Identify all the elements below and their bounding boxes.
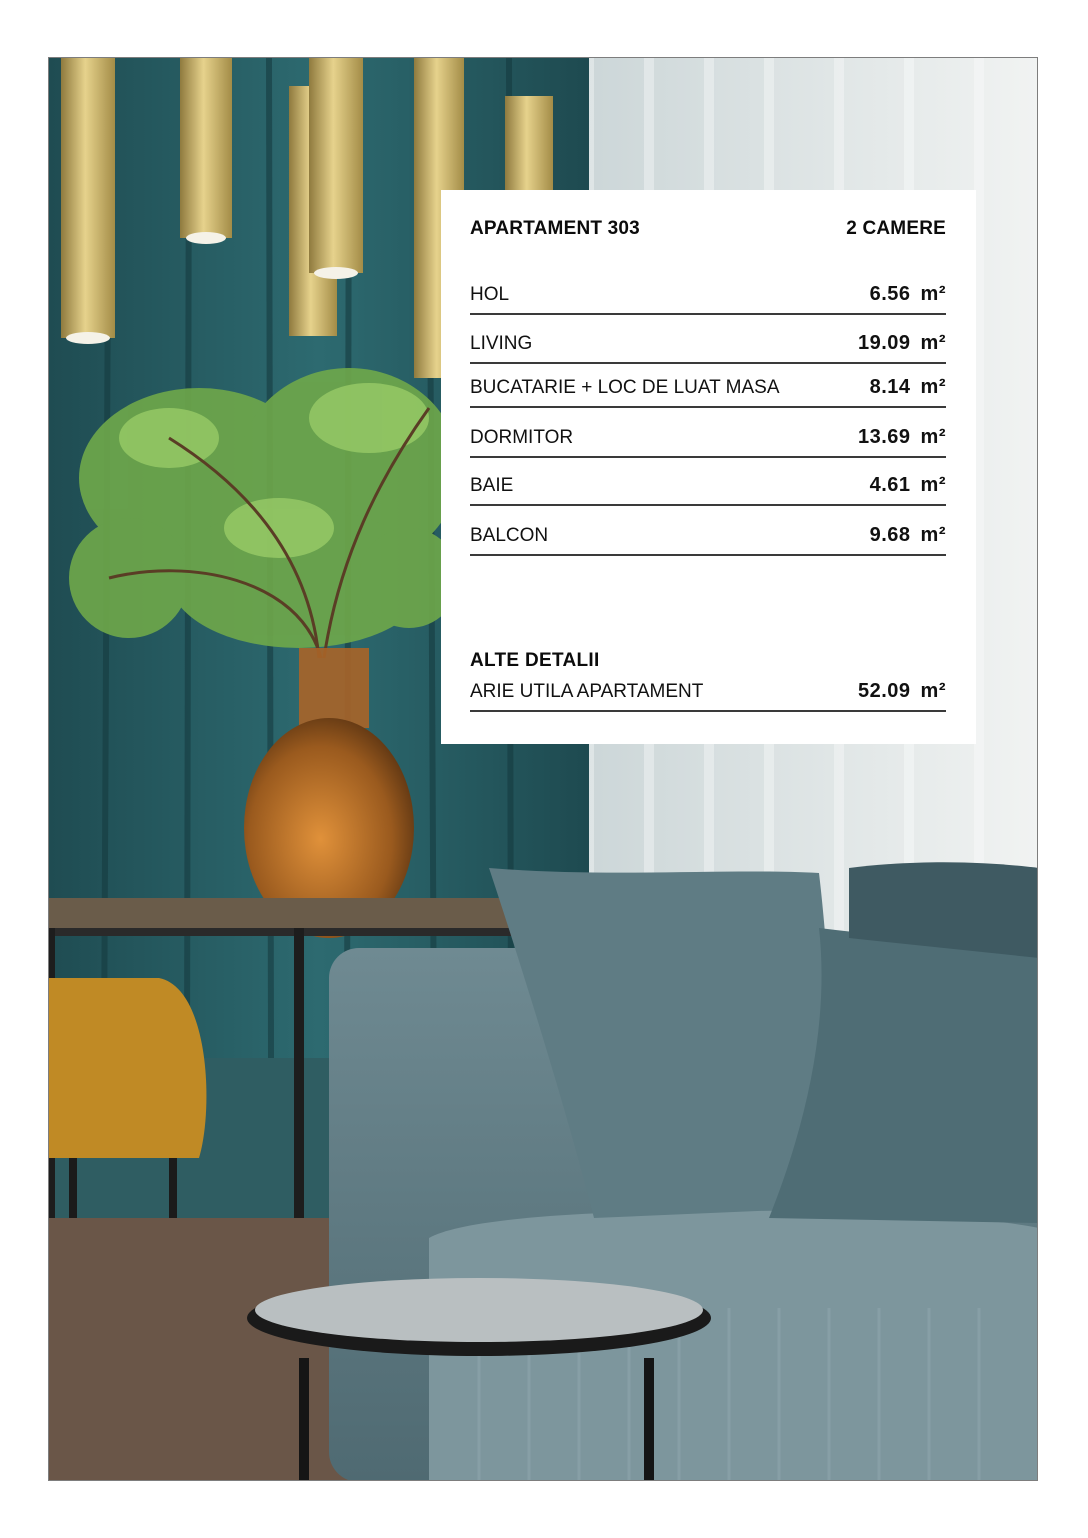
apartment-name: APARTAMENT 303: [470, 218, 640, 239]
room-area: 6.56 m²: [869, 283, 946, 305]
room-label: BALCON: [470, 525, 549, 546]
room-area: 19.09 m²: [857, 332, 946, 354]
room-label: HOL: [470, 284, 510, 305]
room-area: 4.61 m²: [869, 474, 946, 496]
room-label: DORMITOR: [470, 427, 574, 448]
room-label: BUCATARIE + LOC DE LUAT MASA: [470, 377, 780, 398]
usable-area-value: 52.09 m²: [857, 680, 946, 702]
room-row: [470, 315, 946, 364]
room-label: LIVING: [470, 333, 533, 354]
other-details: [470, 650, 946, 712]
room-label: BAIE: [470, 475, 514, 496]
room-area: 9.68 m²: [869, 524, 946, 546]
card-header: [470, 218, 946, 240]
room-count: 2 CAMERE: [846, 218, 946, 239]
room-row: [470, 408, 946, 458]
usable-area-row: [470, 680, 946, 712]
other-details-title: ALTE DETALII: [470, 650, 600, 671]
apartment-details-card: [441, 190, 976, 744]
usable-area-label: ARIE UTILA APARTAMENT: [470, 681, 704, 702]
room-areas-list: [470, 276, 946, 556]
room-row: [470, 276, 946, 315]
room-area: 13.69 m²: [857, 426, 946, 448]
room-row: [470, 506, 946, 556]
room-area: 8.14 m²: [869, 376, 946, 398]
room-row: [470, 458, 946, 506]
room-row: [470, 364, 946, 408]
